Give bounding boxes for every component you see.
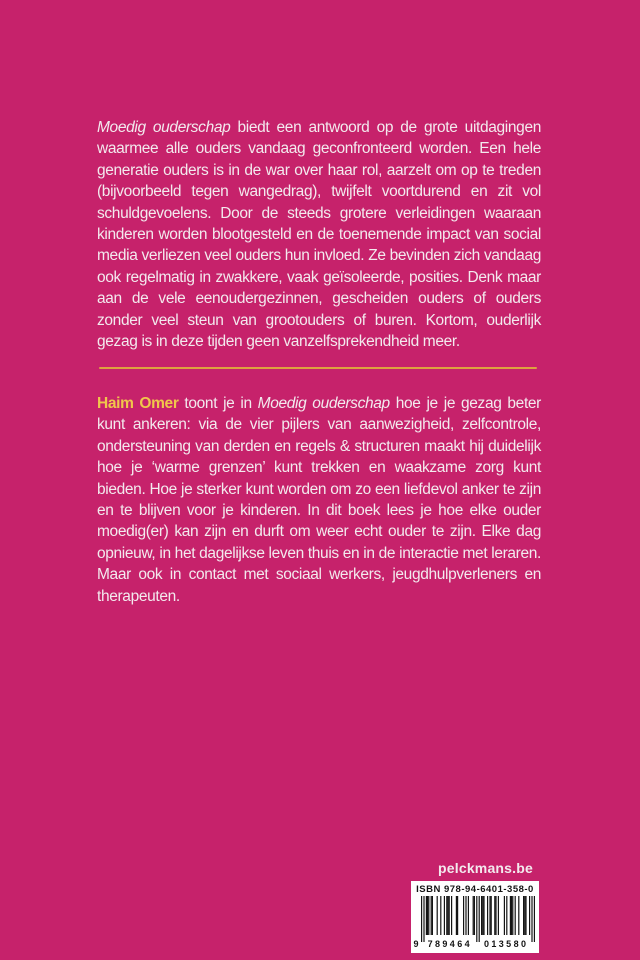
svg-text:9: 9 <box>413 939 421 949</box>
author-name: Haim Omer <box>97 395 179 412</box>
intro-text: biedt een antwoord op de grote uitdagingen waarmee alle ouders vandaag geconfronteerd worden. Een hele generatie ouders is in de war over haar rol, aarzelt om op te treden (bijvoorbeeld tegen wangedrag), twijfelt voortdurend en zit vol schuldgevoelens. Door de steeds grotere verleidingen waaraan kinderen worden blootgesteld en de toenemende impact van social media verliezen veel ouders hun invloed. Ze bevinden zich vandaag ook regelmatig in zwakkere, vaak geïsoleerde, posities. Denk maar aan de vele eenoudergezinnen, gescheiden ouders of ouders zonder veel steun van grootouders of buren. Kortom, ouderlijk gezag is in deze tijden geen vanzelfsprekendheid meer. <box>97 119 541 351</box>
intro-paragraph <box>97 117 541 352</box>
isbn-barcode-block <box>411 881 539 953</box>
publisher-url: pelckmans.be <box>438 860 533 876</box>
ean13-barcode-icon <box>413 896 537 949</box>
book-title-italic-2: Moedig ouderschap <box>257 395 390 412</box>
divider-rule <box>99 367 537 369</box>
author-paragraph <box>97 393 541 607</box>
author-text: hoe je je gezag beter kunt ankeren: via de vier pijlers van aanwezigheid, zelfcontrole, ondersteuning van derden en regels & structuren maakt hij duidelijk hoe je ‘warme grenzen’ kunt trekken en waakzame zorg kunt bieden. Hoe je sterker kunt worden om zo een liefdevol anker te zijn en te blijven voor je kinderen. In dit boek lees je hoe elke ouder moedig(er) kan zijn en durft om weer echt ouder te zijn. Elke dag opnieuw, in het dagelijkse leven thuis en in de interactie met leraren. Maar ook in contact met sociaal werkers, jeugdhulpverleners en therapeuten. <box>97 395 541 605</box>
author-pre-title: toont je in <box>178 395 258 412</box>
svg-text:789464: 789464 <box>427 939 473 949</box>
book-title-italic: Moedig ouderschap <box>97 119 231 136</box>
svg-text:013580: 013580 <box>483 939 529 949</box>
isbn-label: ISBN 978-94-6401-358-0 <box>416 884 534 895</box>
